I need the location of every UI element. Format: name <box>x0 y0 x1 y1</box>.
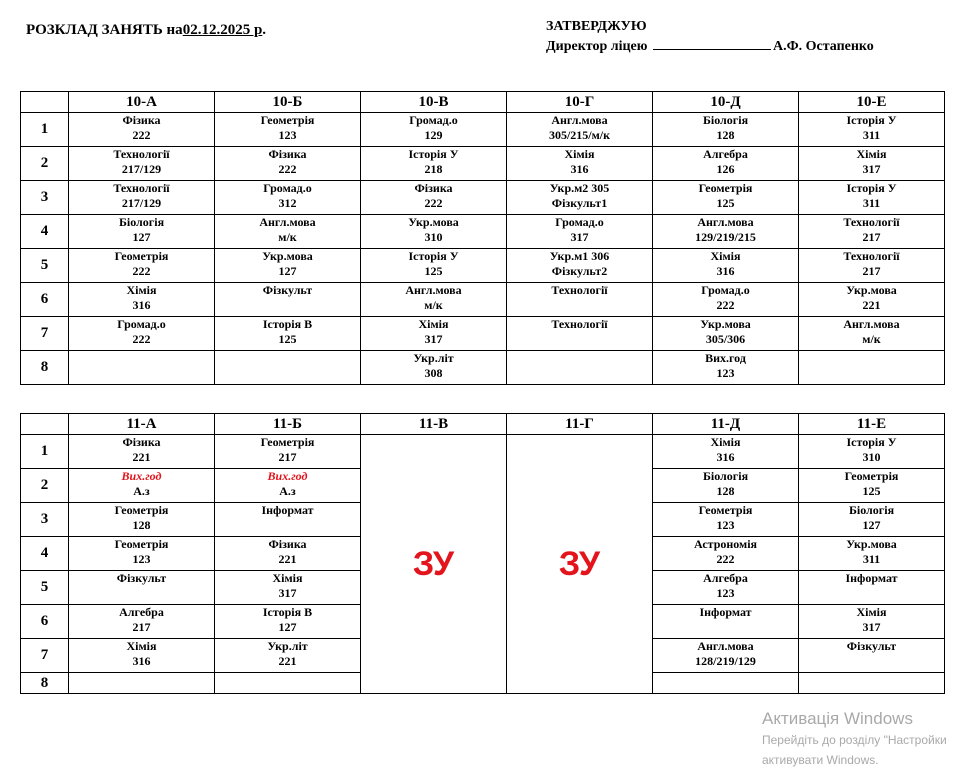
room-number: Фізкульт1 <box>551 196 608 210</box>
lesson-number: 6 <box>21 283 69 317</box>
room-number: 317 <box>278 586 297 600</box>
director-line <box>546 37 874 57</box>
subject-name: Історія У <box>846 435 897 449</box>
subject-name: Геометрія <box>698 181 753 195</box>
table-header-row <box>21 414 945 435</box>
room-number: 305/306 <box>705 332 746 346</box>
subject-name: Геометрія <box>698 503 753 517</box>
class-header: 10-В <box>361 92 507 113</box>
lesson-cell <box>653 571 799 605</box>
room-number: 218 <box>424 162 443 176</box>
room-number: 123 <box>716 586 735 600</box>
watermark-line-2: Перейдіть до розділу "Настройки <box>762 733 947 747</box>
room-number: 217 <box>862 230 881 244</box>
room-number: 222 <box>278 162 297 176</box>
class-header: 11-Е <box>799 414 945 435</box>
room-number: 127 <box>862 518 881 532</box>
room-number: А.з <box>133 484 150 498</box>
subject-name: Біологія <box>702 469 749 483</box>
room-number: 316 <box>570 162 589 176</box>
lesson-cell <box>215 181 361 215</box>
lesson-cell <box>799 181 945 215</box>
director-label: Директор ліцею <box>546 39 648 54</box>
subject-name: Громад.о <box>701 283 750 297</box>
room-number: 126 <box>716 162 735 176</box>
room-number: 316 <box>132 654 151 668</box>
class-header: 10-Г <box>507 92 653 113</box>
subject-name: Біологія <box>118 215 165 229</box>
room-number: 222 <box>132 128 151 142</box>
room-number: 312 <box>278 196 297 210</box>
class-header: 11-Б <box>215 414 361 435</box>
lesson-cell <box>215 571 361 605</box>
lesson-cell <box>69 605 215 639</box>
lesson-number: 7 <box>21 639 69 673</box>
subject-name: Геометрія <box>114 503 169 517</box>
lesson-cell <box>653 469 799 503</box>
class-header: 11-Г <box>507 414 653 435</box>
lesson-cell <box>361 113 507 147</box>
room-number: 125 <box>424 264 443 278</box>
lesson-cell <box>69 317 215 351</box>
lesson-cell <box>799 537 945 571</box>
room-number: 127 <box>132 230 151 244</box>
subject-name: Англ.мова <box>551 113 608 127</box>
title-prefix: РОЗКЛАД ЗАНЯТЬ на <box>26 22 183 38</box>
room-number: Фізкульт2 <box>551 264 608 278</box>
room-number: 221 <box>278 654 297 668</box>
approval-block <box>546 17 874 57</box>
lesson-number: 7 <box>21 317 69 351</box>
lesson-cell <box>507 181 653 215</box>
lesson-cell <box>653 317 799 351</box>
room-number: 316 <box>716 264 735 278</box>
lesson-cell <box>799 249 945 283</box>
subject-name: Хімія <box>126 283 157 297</box>
subject-name: Хімія <box>564 147 595 161</box>
lesson-cell <box>799 215 945 249</box>
room-number: 311 <box>862 196 881 210</box>
lesson-cell <box>215 673 361 694</box>
class-header: 11-Д <box>653 414 799 435</box>
lesson-cell <box>69 673 215 694</box>
subject-name: Інформат <box>699 605 752 619</box>
room-number: 316 <box>716 450 735 464</box>
lesson-number: 6 <box>21 605 69 639</box>
signature-line <box>653 37 771 50</box>
subject-name: Громад.о <box>263 181 312 195</box>
room-number: 217 <box>278 450 297 464</box>
lesson-cell <box>69 571 215 605</box>
subject-name: Укр.літ <box>267 639 308 653</box>
class-header: 10-Д <box>653 92 799 113</box>
lesson-cell <box>653 147 799 181</box>
lesson-cell <box>69 215 215 249</box>
room-number: 222 <box>716 552 735 566</box>
lesson-cell <box>215 351 361 385</box>
subject-name: Історія У <box>846 113 897 127</box>
subject-name: Укр.м1 306 <box>549 249 610 263</box>
subject-name: Геометрія <box>114 537 169 551</box>
lesson-cell <box>507 317 653 351</box>
lesson-number: 3 <box>21 181 69 215</box>
lesson-cell <box>653 351 799 385</box>
subject-name: Геометрія <box>114 249 169 263</box>
lesson-cell <box>799 469 945 503</box>
lesson-cell <box>507 147 653 181</box>
lesson-cell <box>215 605 361 639</box>
room-number: 317 <box>862 162 881 176</box>
lesson-row <box>21 283 945 317</box>
lesson-cell <box>215 215 361 249</box>
lesson-cell <box>215 503 361 537</box>
subject-name: Геометрія <box>260 113 315 127</box>
lesson-cell <box>361 181 507 215</box>
title-date: 02.12.2025 р <box>182 22 263 38</box>
lesson-cell <box>361 317 507 351</box>
lesson-row <box>21 147 945 181</box>
lesson-cell <box>799 113 945 147</box>
subject-name: Інформат <box>845 571 898 585</box>
lesson-cell <box>215 469 361 503</box>
subject-name: Астрономія <box>693 537 758 551</box>
lesson-cell <box>215 317 361 351</box>
lesson-cell <box>507 249 653 283</box>
subject-name: Укр.мова <box>846 537 897 551</box>
lesson-number: 8 <box>21 673 69 694</box>
lesson-cell <box>653 249 799 283</box>
subject-name: Укр.мова <box>262 249 313 263</box>
lesson-cell <box>799 351 945 385</box>
lesson-row <box>21 215 945 249</box>
subject-name: Вих.год <box>705 351 746 365</box>
subject-name: Хімія <box>710 435 741 449</box>
lesson-cell <box>507 113 653 147</box>
lesson-number: 8 <box>21 351 69 385</box>
room-number: 311 <box>862 552 881 566</box>
lesson-cell <box>215 147 361 181</box>
lesson-cell <box>215 249 361 283</box>
schedule-title <box>26 22 266 39</box>
lesson-cell <box>361 215 507 249</box>
subject-name: Технології <box>551 317 608 331</box>
subject-name: Історія У <box>408 249 459 263</box>
lesson-number: 1 <box>21 113 69 147</box>
subject-name: Історія У <box>408 147 459 161</box>
lesson-number: 4 <box>21 215 69 249</box>
lesson-row <box>21 113 945 147</box>
lesson-number: 1 <box>21 435 69 469</box>
subject-name: Укр.м2 305 <box>549 181 610 195</box>
room-number: 123 <box>278 128 297 142</box>
room-number: 125 <box>278 332 297 346</box>
room-number: 127 <box>278 264 297 278</box>
room-number: 125 <box>716 196 735 210</box>
corner-cell <box>21 92 69 113</box>
subject-name: Фізика <box>122 435 161 449</box>
lesson-cell <box>361 283 507 317</box>
subject-name: Алгебра <box>703 571 748 585</box>
room-number: 129 <box>424 128 443 142</box>
watermark-line-1: Активація Windows <box>762 709 913 728</box>
room-number: 222 <box>132 264 151 278</box>
lesson-cell <box>507 283 653 317</box>
lesson-cell <box>799 283 945 317</box>
grade-11-schedule-table <box>20 413 945 694</box>
class-header: 10-Б <box>215 92 361 113</box>
subject-name: Біологія <box>848 503 895 517</box>
lesson-cell <box>653 503 799 537</box>
subject-name: Вих.год <box>267 469 308 483</box>
subject-name: Англ.мова <box>697 215 754 229</box>
subject-name: Фізкульт <box>262 283 313 297</box>
subject-name: Англ.мова <box>697 639 754 653</box>
subject-name: Укр.мова <box>700 317 751 331</box>
room-number: 217 <box>862 264 881 278</box>
subject-name: Фізкульт <box>116 571 167 585</box>
subject-name: Історія У <box>846 181 897 195</box>
lesson-number: 2 <box>21 469 69 503</box>
lesson-cell <box>69 639 215 673</box>
lesson-number: 3 <box>21 503 69 537</box>
room-number: 317 <box>862 620 881 634</box>
room-number: 310 <box>424 230 443 244</box>
lesson-row <box>21 435 945 469</box>
title-suffix: . <box>262 22 267 38</box>
class-header: 11-А <box>69 414 215 435</box>
subject-name: Укр.мова <box>408 215 459 229</box>
subject-name: Хімія <box>856 605 887 619</box>
subject-name: Технології <box>551 283 608 297</box>
lesson-cell <box>653 639 799 673</box>
lesson-cell <box>215 435 361 469</box>
room-number: 129/219/215 <box>695 230 756 244</box>
lesson-cell <box>69 537 215 571</box>
room-number: 128 <box>716 128 735 142</box>
lesson-cell <box>653 673 799 694</box>
lesson-cell <box>799 605 945 639</box>
room-number: А.з <box>279 484 296 498</box>
subject-name: Англ.мова <box>259 215 316 229</box>
lesson-row <box>21 249 945 283</box>
lesson-cell <box>215 113 361 147</box>
lesson-cell <box>69 435 215 469</box>
subject-name: Фізика <box>414 181 453 195</box>
room-number: м/к <box>862 332 881 346</box>
class-header: 10-Е <box>799 92 945 113</box>
watermark-line-3: активувати Windows. <box>762 753 879 767</box>
subject-name: Хімія <box>418 317 449 331</box>
lesson-number: 5 <box>21 571 69 605</box>
lesson-cell <box>799 503 945 537</box>
subject-name: Фізика <box>122 113 161 127</box>
lesson-cell <box>69 249 215 283</box>
lesson-cell <box>799 435 945 469</box>
lesson-cell <box>653 605 799 639</box>
grade-10-schedule-table <box>20 91 945 385</box>
room-number: 128/219/129 <box>695 654 756 668</box>
room-number: м/к <box>278 230 297 244</box>
lesson-cell <box>653 435 799 469</box>
lesson-cell <box>799 639 945 673</box>
room-number: 222 <box>424 196 443 210</box>
room-number: 217/129 <box>121 196 162 210</box>
subject-name: Історія В <box>262 605 313 619</box>
room-number: 123 <box>132 552 151 566</box>
lesson-cell <box>69 147 215 181</box>
subject-name: Укр.мова <box>846 283 897 297</box>
room-number: 308 <box>424 366 443 380</box>
room-number: 222 <box>132 332 151 346</box>
subject-name: Алгебра <box>703 147 748 161</box>
lesson-cell <box>799 317 945 351</box>
lesson-cell <box>361 351 507 385</box>
lesson-number: 2 <box>21 147 69 181</box>
approve-label: ЗАТВЕРДЖУЮ <box>546 19 647 34</box>
zu-cell-11-v: ЗУ <box>361 435 507 694</box>
room-number: 125 <box>862 484 881 498</box>
room-number: 317 <box>570 230 589 244</box>
subject-name: Геометрія <box>260 435 315 449</box>
lesson-cell <box>215 639 361 673</box>
room-number: 128 <box>716 484 735 498</box>
subject-name: Хімія <box>126 639 157 653</box>
class-header: 10-А <box>69 92 215 113</box>
subject-name: Хімія <box>272 571 303 585</box>
lesson-cell <box>653 215 799 249</box>
lesson-cell <box>69 113 215 147</box>
room-number: 127 <box>278 620 297 634</box>
room-number: 221 <box>278 552 297 566</box>
lesson-cell <box>653 283 799 317</box>
room-number: 217/129 <box>121 162 162 176</box>
windows-activation-watermark <box>762 708 947 770</box>
room-number: 222 <box>716 298 735 312</box>
room-number: 310 <box>862 450 881 464</box>
subject-name: Фізика <box>268 537 307 551</box>
lesson-number: 5 <box>21 249 69 283</box>
lesson-cell <box>361 249 507 283</box>
lesson-cell <box>653 181 799 215</box>
subject-name: Англ.мова <box>405 283 462 297</box>
lesson-row <box>21 351 945 385</box>
subject-name: Історія В <box>262 317 313 331</box>
subject-name: Укр.літ <box>413 351 454 365</box>
subject-name: Технології <box>113 181 170 195</box>
subject-name: Фізкульт <box>846 639 897 653</box>
room-number: 316 <box>132 298 151 312</box>
subject-name: Англ.мова <box>843 317 900 331</box>
lesson-cell <box>507 351 653 385</box>
lesson-cell <box>361 147 507 181</box>
lesson-cell <box>69 503 215 537</box>
subject-name: Хімія <box>856 147 887 161</box>
lesson-cell <box>507 215 653 249</box>
table-header-row <box>21 92 945 113</box>
subject-name: Інформат <box>261 503 314 517</box>
subject-name: Хімія <box>710 249 741 263</box>
room-number: 317 <box>424 332 443 346</box>
lesson-cell <box>653 113 799 147</box>
zu-cell-11-g: ЗУ <box>507 435 653 694</box>
room-number: 128 <box>132 518 151 532</box>
lesson-row <box>21 317 945 351</box>
lesson-cell <box>215 537 361 571</box>
lesson-cell <box>215 283 361 317</box>
lesson-cell <box>799 147 945 181</box>
lesson-number: 4 <box>21 537 69 571</box>
lesson-cell <box>653 537 799 571</box>
subject-name: Біологія <box>702 113 749 127</box>
room-number: 123 <box>716 518 735 532</box>
director-name: А.Ф. Остапенко <box>772 39 874 54</box>
room-number: 305/215/м/к <box>548 128 611 142</box>
lesson-cell <box>799 673 945 694</box>
room-number: 217 <box>132 620 151 634</box>
room-number: 123 <box>716 366 735 380</box>
subject-name: Технології <box>113 147 170 161</box>
room-number: 221 <box>862 298 881 312</box>
subject-name: Алгебра <box>119 605 164 619</box>
subject-name: Громад.о <box>409 113 458 127</box>
class-header: 11-В <box>361 414 507 435</box>
lesson-cell <box>69 283 215 317</box>
subject-name: Технології <box>843 215 900 229</box>
subject-name: Геометрія <box>844 469 899 483</box>
lesson-row <box>21 181 945 215</box>
subject-name: Громад.о <box>117 317 166 331</box>
room-number: 311 <box>862 128 881 142</box>
room-number: м/к <box>424 298 443 312</box>
lesson-cell <box>69 469 215 503</box>
lesson-cell <box>69 351 215 385</box>
subject-name: Фізика <box>268 147 307 161</box>
subject-name: Вих.год <box>121 469 162 483</box>
room-number: 221 <box>132 450 151 464</box>
corner-cell <box>21 414 69 435</box>
subject-name: Технології <box>843 249 900 263</box>
lesson-cell <box>799 571 945 605</box>
lesson-cell <box>69 181 215 215</box>
subject-name: Громад.о <box>555 215 604 229</box>
